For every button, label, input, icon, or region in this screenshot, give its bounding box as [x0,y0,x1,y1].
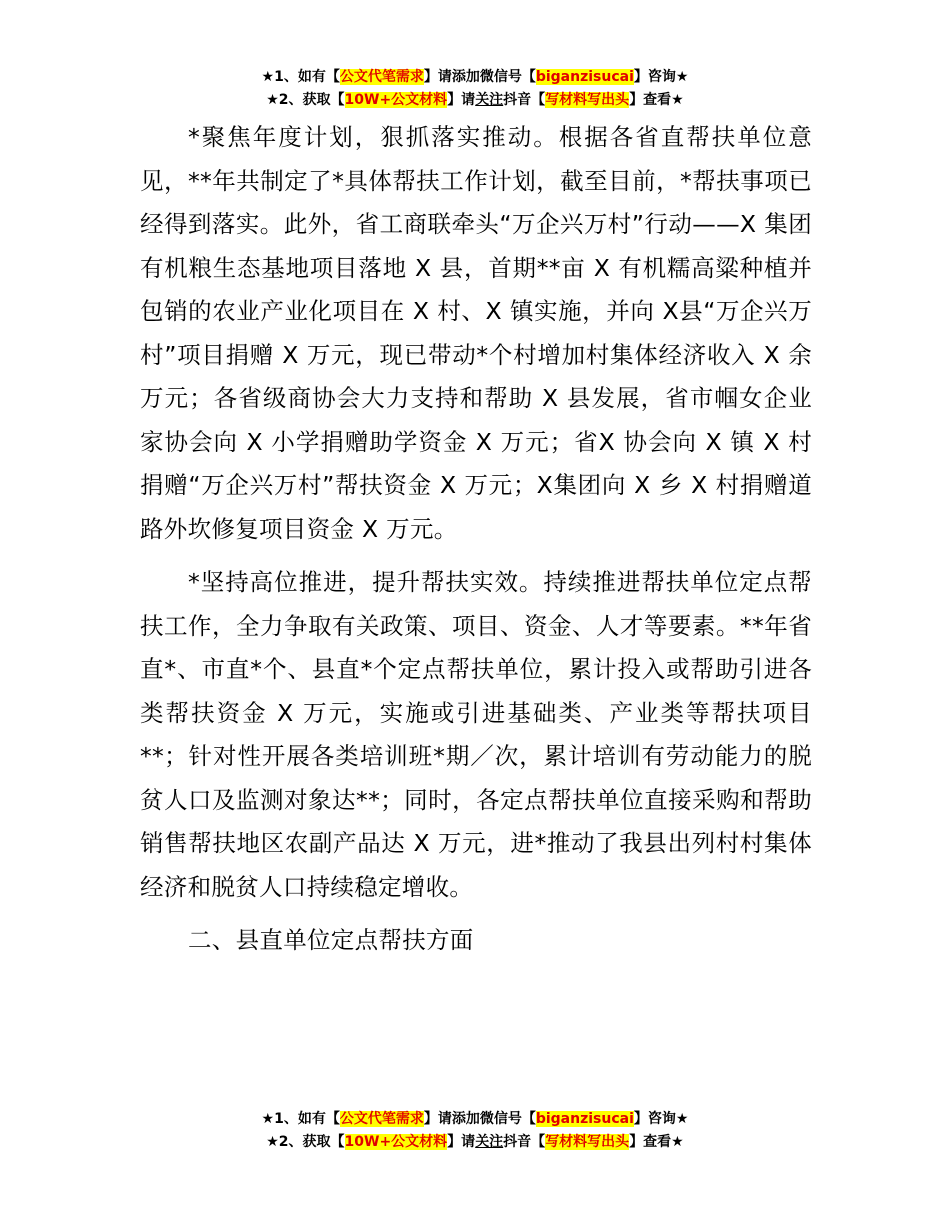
footer-highlight-service: 公文代笔需求 [339,1111,424,1127]
footer-highlight-douyin: 写材料写出头 [545,1134,630,1150]
header-banner-line-1: ★1、如有【公文代笔需求】请添加微信号【biganzisucai】咨询★ [261,69,689,85]
footer-banner-line-1: ★1、如有【公文代笔需求】请添加微信号【biganzisucai】咨询★ [261,1111,689,1127]
section-heading: 二、县直单位定点帮扶方面 [188,926,474,954]
header-banner [0,66,950,112]
header-underline-follow: 关注 [475,92,504,108]
header-highlight-wechat-id: biganzisucai [535,69,634,85]
document-body [140,116,812,973]
paragraph-annual-plan: *聚焦年度计划，狠抓落实推动。根据各省直帮扶单位意见，**年共制定了*具体帮扶工作计划，截至目前，*帮扶事项已经得到落实。此外，省工商联牵头“万企兴万村”行动——X 集团有机粮生态基地项目落地 X 县，首期**亩 X 有机糯高粱种植并包销的农业产业化项目在 X 村、X 镇实施，并向 X县“万企兴万村”项目捐赠 X 万元，现已带动*个村增加村集体经济收入 X 余万元；各省级商协会大力支持和帮助 X 县发展，省市帼女企业家协会向 X 小学捐赠助学资金 X 万元；省X 协会向 X 镇 X 村捐赠“万企兴万村”帮扶资金 X 万元；X集团向 X 乡 X 村捐赠道路外坎修复项目资金 X 万元。 [140,123,812,543]
footer-underline-follow: 关注 [475,1134,504,1150]
paragraph-high-level-push: *坚持高位推进，提升帮扶实效。持续推进帮扶单位定点帮扶工作，全力争取有关政策、项目、资金、人才等要素。**年省直*、市直*个、县直*个定点帮扶单位，累计投入或帮助引进各类帮扶资金 X 万元，实施或引进基础类、产业类等帮扶项目**；针对性开展各类培训班*期／次，累计培训有劳动能力的脱贫人口及监测对象达**；同时，各定点帮扶单位直接采购和帮助销售帮扶地区农副产品达 X 万元，进*推动了我县出列村村集体经济和脱贫人口持续稳定增收。 [140,568,812,901]
footer-banner [0,1108,950,1154]
header-highlight-materials: 10W+公文材料 [344,92,448,108]
footer-highlight-materials: 10W+公文材料 [344,1134,448,1150]
footer-highlight-wechat-id: biganzisucai [535,1111,634,1127]
footer-banner-line-2: ★2、获取【10W+公文材料】请关注抖音【写材料写出头】查看★ [266,1134,684,1150]
header-banner-line-2: ★2、获取【10W+公文材料】请关注抖音【写材料写出头】查看★ [266,92,684,108]
header-highlight-douyin: 写材料写出头 [545,92,630,108]
header-highlight-service: 公文代笔需求 [339,69,424,85]
